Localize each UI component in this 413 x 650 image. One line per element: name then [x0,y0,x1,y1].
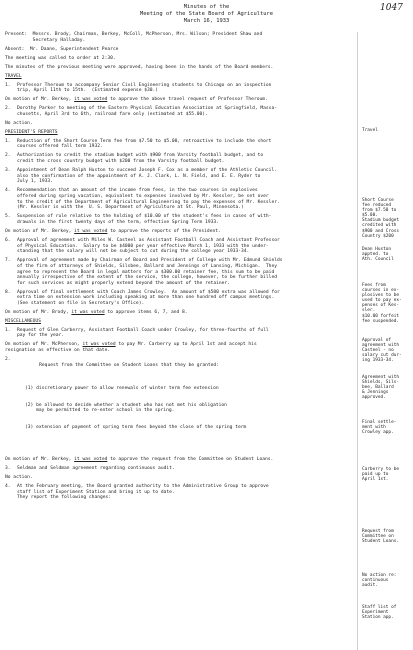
page-number: 1047 [380,3,403,13]
item-number: 6. [5,238,11,244]
margin-note-casteel: Approval of agreement with Casteel - no salary cut dur- ing 1933-34. [362,338,402,364]
motion-text: On motion of Mr. Berkey, [5,97,75,103]
margin-divider [357,32,358,650]
voted-text: it was voted [74,97,108,103]
sub-items [25,375,355,442]
item-text: Professor Theroum to accompany Senior Civil Engineering students to Chicago on an inspection trip, April 11th to 15th. (Estimated expense $30.) [17,82,272,94]
travel-motion-1 [5,97,355,103]
header-line-3: March 16, 1933 [183,18,230,24]
item-number: 5. [5,214,11,220]
sub-item: (2) be allowed to decide whether a student who has not met his obligation may be permitted to re-enter school in the spring. [25,402,227,414]
sub-item: (3) extension of payment of spring term fees beyond the close of the spring term [25,425,247,431]
header-line-1: Minutes of the [183,4,230,10]
travel-no-action: No action. [5,121,33,127]
sub-item: (1) discretionary power to allow renewals of winter term fee extension [25,386,219,392]
absent-line: Absent: Mr. Daane, Superintendent Pearce [5,46,119,52]
margin-note-audit: No action re: continuous audit. [362,573,397,589]
item-text: At the February meeting, the Board granted authority to the Administrative Group to approve staff list of Experiment Station and bring it up to date. They report the following changes: [17,484,269,501]
margin-note-kessler: Fees from courses in ex- plosives to be used to pay ex- penses of Kes- sler. $10.00 forfeit fee suspended. [362,283,402,324]
minutes-approved: The minutes of the previous meeting were approved, having been in the hands of the Board members. [5,64,274,70]
item-number: 4. [5,484,11,489]
item-number: 4. [5,188,11,194]
misc-item [5,357,355,453]
travel-item [5,106,355,117]
item-text: Suspension of rule relative to the holding of $10.00 of the student's fees in cases of with- drawals in the first twenty days of the term, effective Spring Term 1933. [17,214,272,225]
margin-note-carberry: Carberry to be paid up to April 1st. [362,467,400,483]
miscellaneous-heading: MISCELLANEOUS [5,319,41,325]
present-line: Present: Messrs. Brody, Chairman, Berkey, McColl, McPherson, Mrs. Wilson; President Shaw and Secretary Halladay. [5,32,263,43]
voted-text: it was voted [71,310,105,316]
misc-item [5,484,355,501]
reports-motion-2 [5,310,355,316]
report-item [5,188,355,210]
item-number: 1. [5,138,11,144]
item-text [17,357,355,453]
margin-note-shields: Agreement with Shields, Sils- bee, Ballard & Jennings approved. [362,375,400,401]
report-item [5,290,355,307]
item-number: 2. [5,357,11,363]
report-item [5,168,355,185]
motion-text: to pay Mr. Carberry up to April 1st and accept his resignation as effective on that date. [5,342,257,354]
item-text: Seldman and Seldman agreement regarding continuous audit. [17,465,175,471]
item-text: Request of Glen Carberry, Assistant Football Coach under Crowley, for three-fourths of full pay for the year. [17,327,269,339]
report-item [5,153,355,164]
minutes-body [5,32,355,504]
item-text: Authorization to credit the stadium budget with $900 from Varsity football budget, and to credit the cross country budget with $200 from the Varsity football budget. [17,153,264,164]
margin-note-student-loans: Request from Committee on Student Loans. [362,529,400,545]
motion-text: On motion of Mr. Brody, [5,310,72,316]
presidents-reports-heading: PRESIDENT'S REPORTS [5,130,58,136]
item-number: 1. [5,327,11,333]
item-text: Approval of agreement with Miles W. Casteel as Assistant Football Coach and Assistant Professor of Physical Education. Salary to be $4000 per year effective March 1, 1933 with the under- standing that the salary will not be subject to cut during the college year 1933-34. [17,238,280,255]
item-text: Approval of agreement made by Chairman of Board and President of College with Mr. Edmund Shields of the firm of attorneys of Shields, Silsbee, Ballard and Jennings of Lansing, Michigan. They agree to represent the Board in legal matters for a $300.00 retainer fee, this sum to be paid annually irrespective of the extent of the service, the college, however, to be further billed for such services as might properly extend beyond the amount of the retainer. [17,258,283,286]
margin-note-travel: Travel [362,128,378,133]
item-text: Dorothy Parker to meeting of the Eastern Physical Education Association at Springfield, Massa- chusetts, April 3rd to 6th, railroad fare only (estimated at $55.00). [17,106,277,117]
item-number: 2. [5,153,11,159]
voted-text: it was voted [74,228,108,234]
motion-text: to approve the request from the Committee on Student Loans. [107,456,274,462]
item-number: 7. [5,258,11,264]
motion-text: to approve the reports of the President. [107,228,221,234]
minutes-header [0,4,413,25]
misc-no-action: No action. [5,474,33,480]
item-number: 8. [5,289,11,295]
report-item [5,214,355,225]
misc-motion-1 [5,342,355,353]
travel-item [5,83,355,94]
report-item [5,139,355,150]
motion-text: On motion of Mr. McPherson, [5,342,83,348]
item-number: 3. [5,465,11,471]
item-number: 3. [5,168,11,174]
item-number: 2. [5,106,11,112]
reports-motion [5,229,355,235]
report-item [5,238,355,255]
motion-text: to approve items 6, 7, and 8. [104,310,188,316]
misc-item [5,328,355,339]
item-text: Appointment of Dean Ralph Huston to succeed Joseph F. Cox as a member of the Athletic Council. also the confirmation of the appointment of A. J. Clark, L. N. Field, and E. E. Ryder to July 1, 1933. [17,168,277,185]
item-text: Reduction of the Short Course Term fee from $7.50 to $5.00, retroactive to include the short courses offered fall term 1932. [17,138,272,150]
item-text: Approval of final settlement with Coach James Crowley. An amount of $500 extra was allowed for extra time on extension work including speaking at more than one hundred off campus meetings. (See statement on file in Secretary's Office). [17,289,280,306]
travel-heading: TRAVEL [5,73,22,79]
motion-text: On motion of Mr. Berkey, [5,228,75,234]
misc-motion-2 [5,457,355,463]
item-number: 1. [5,82,11,88]
misc-item [5,466,355,472]
voted-text: it was voted [74,456,108,462]
item-lead: Request from the Committee on Student Loans that they be granted: [39,362,219,368]
motion-text: On motion of Mr. Berkey, [5,456,75,462]
margin-note-staff-list: Staff list of Experiment Station app. [362,605,397,621]
header-line-2: Meeting of the State Board of Agriculture [139,11,274,17]
margin-note-huston: Dean Huston appted. to Ath. Council [362,247,394,263]
margin-note-short-course: Short Course fee reduced from $7.50 to $5.00. Stadium budget credited with $900 and Cross Country $200 [362,198,400,239]
motion-text: to approve the above travel request of Professor Theroum. [107,97,268,103]
report-item [5,258,355,286]
margin-note-crowley: Final settle- ment with Crowley app. [362,420,397,436]
called-to-order: The meeting was called to order at 2:30. [5,55,116,61]
item-text: Recommendation that an amount of the income from fees, in the two courses in explosives offered during spring vacation, equivalent to expenses involved by Mr. Kessler, be set over to the credit of the Department of Agricultural Engineering to pay the expenses of Mr. Kessler. (Mr. Kessler is with the U. S. Department of Agriculture at St. Paul, Minnesota.) [17,188,280,211]
voted-text: it was voted [82,342,116,348]
